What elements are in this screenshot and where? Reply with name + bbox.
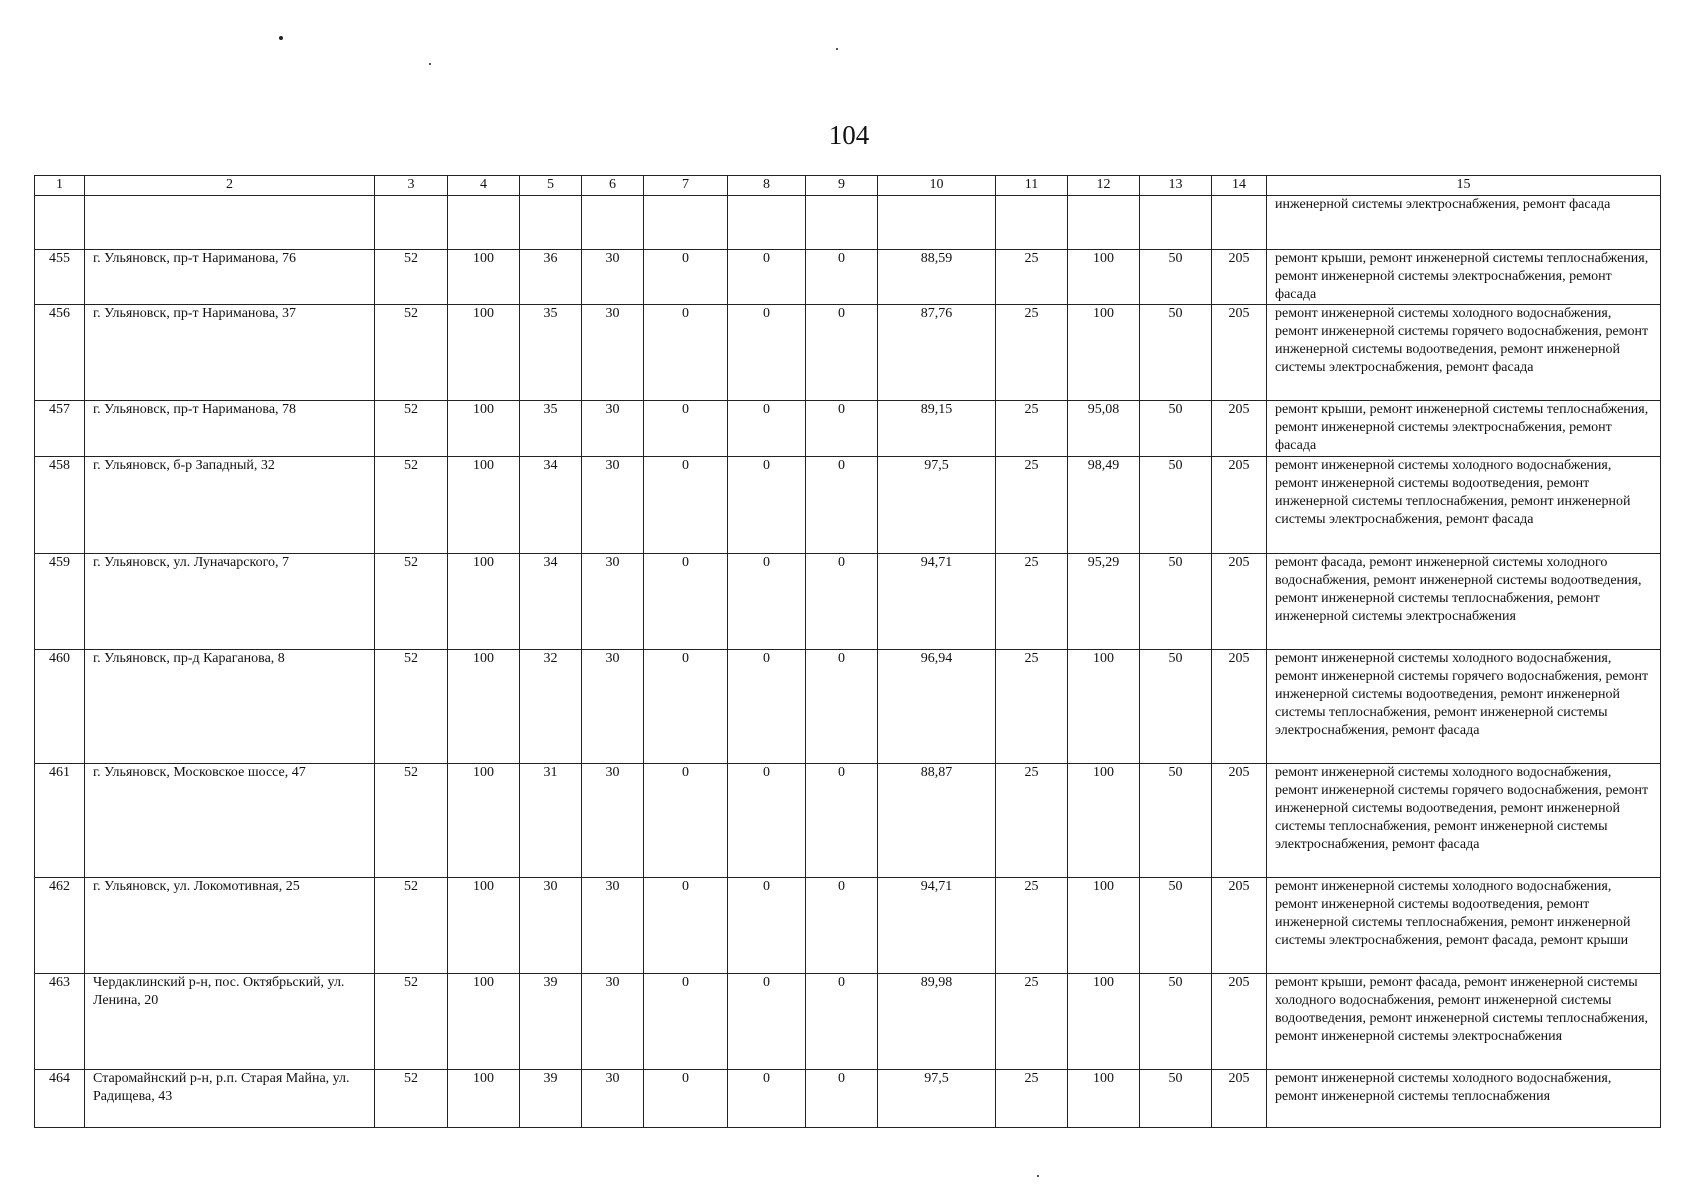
table-cell: 35 [520,305,582,401]
table-cell: 205 [1212,250,1267,305]
table-cell: 52 [375,878,448,974]
table-cell: 97,5 [878,1070,996,1128]
table-cell: 0 [728,554,806,650]
table-cell: 0 [806,457,878,554]
table-cell: 0 [644,457,728,554]
table-cell: 30 [582,1070,644,1128]
table-cell: 0 [728,1070,806,1128]
table-cell: 96,94 [878,650,996,764]
column-number-row [35,176,1661,196]
table-cell: 30 [582,401,644,457]
column-header: 5 [520,176,582,196]
scan-speck [279,36,283,40]
table-cell: 97,5 [878,457,996,554]
address-cell: Чердаклинский р-н, пос. Октябрьский, ул. Ленина, 20 [85,974,375,1070]
works-cell: инженерной системы электроснабжения, ремонт фасада [1267,196,1661,250]
table-cell: 25 [996,554,1068,650]
table-cell: 89,98 [878,974,996,1070]
address-cell: г. Ульяновск, б-р Западный, 32 [85,457,375,554]
table-cell: 0 [644,974,728,1070]
row-number: 463 [35,974,85,1070]
table-cell: 25 [996,974,1068,1070]
address-cell: г. Ульяновск, ул. Луначарского, 7 [85,554,375,650]
table-cell: 100 [1068,764,1140,878]
works-cell: ремонт инженерной системы холодного водоснабжения, ремонт инженерной системы горячего водоснабжения, ремонт инженерной системы водоотведения, ремонт инженерной системы теплоснабжения, ремонт инженерной системы электроснабжения, ремонт фасада [1267,764,1661,878]
table-cell: 0 [806,974,878,1070]
table-cell: 30 [582,650,644,764]
table-cell [996,196,1068,250]
table-row [35,1070,1661,1128]
table-cell: 0 [806,250,878,305]
table-cell: 205 [1212,764,1267,878]
table-cell [806,196,878,250]
table-cell: 0 [644,250,728,305]
table-cell: 50 [1140,1070,1212,1128]
table-cell: 0 [644,764,728,878]
works-cell: ремонт инженерной системы холодного водоснабжения, ремонт инженерной системы водоотведения, ремонт инженерной системы теплоснабжения, ремонт инженерной системы электроснабжения, ремонт фасада, ремонт крыши [1267,878,1661,974]
table-cell: 0 [728,650,806,764]
table-row [35,878,1661,974]
table-row [35,650,1661,764]
repair-registry-table [34,175,1661,1128]
table-cell: 100 [448,878,520,974]
table-cell: 0 [728,764,806,878]
table-cell: 100 [448,554,520,650]
table-cell: 52 [375,554,448,650]
address-cell: г. Ульяновск, пр-т Нариманова, 78 [85,401,375,457]
table-cell: 205 [1212,401,1267,457]
table-cell: 25 [996,650,1068,764]
table-body [35,196,1661,1128]
column-header: 1 [35,176,85,196]
column-header: 8 [728,176,806,196]
table-cell: 100 [1068,305,1140,401]
column-header: 4 [448,176,520,196]
continuation-row [35,196,1661,250]
address-cell: г. Ульяновск, ул. Локомотивная, 25 [85,878,375,974]
column-header: 2 [85,176,375,196]
table-cell: 205 [1212,305,1267,401]
table-cell: 50 [1140,401,1212,457]
table-cell: 25 [996,250,1068,305]
table-cell [582,196,644,250]
table-cell: 100 [448,764,520,878]
table-cell: 205 [1212,650,1267,764]
column-header: 7 [644,176,728,196]
works-cell: ремонт крыши, ремонт инженерной системы теплоснабжения, ремонт инженерной системы электроснабжения, ремонт фасада [1267,401,1661,457]
works-cell: ремонт инженерной системы холодного водоснабжения, ремонт инженерной системы горячего водоснабжения, ремонт инженерной системы водоотведения, ремонт инженерной системы теплоснабжения, ремонт инженерной системы электроснабжения, ремонт фасада [1267,650,1661,764]
table-cell: 100 [448,305,520,401]
table-cell: 30 [582,878,644,974]
table-cell: 39 [520,974,582,1070]
table-row [35,250,1661,305]
table-cell: 88,87 [878,764,996,878]
table-cell: 52 [375,250,448,305]
table-cell [878,196,996,250]
table-cell [448,196,520,250]
table-row [35,974,1661,1070]
table-cell: 0 [806,764,878,878]
table-cell: 100 [1068,1070,1140,1128]
works-cell: ремонт крыши, ремонт инженерной системы теплоснабжения, ремонт инженерной системы электроснабжения, ремонт фасада [1267,250,1661,305]
row-number: 462 [35,878,85,974]
scan-speck [429,63,431,65]
table-cell: 36 [520,250,582,305]
table-cell: 100 [1068,974,1140,1070]
table-cell: 25 [996,457,1068,554]
table-cell: 95,08 [1068,401,1140,457]
table-cell: 25 [996,401,1068,457]
table-cell: 100 [1068,650,1140,764]
table-cell: 0 [806,650,878,764]
table-cell: 205 [1212,1070,1267,1128]
table-cell: 87,76 [878,305,996,401]
works-cell: ремонт инженерной системы холодного водоснабжения, ремонт инженерной системы горячего водоснабжения, ремонт инженерной системы водоотведения, ремонт инженерной системы электроснабжения, ремонт фасада [1267,305,1661,401]
table-cell [644,196,728,250]
table-cell: 30 [582,305,644,401]
table-cell: 30 [582,250,644,305]
table-cell: 100 [448,650,520,764]
table-cell: 0 [728,305,806,401]
table-cell: 52 [375,1070,448,1128]
table-cell: 31 [520,764,582,878]
table-cell: 100 [1068,250,1140,305]
table-cell: 0 [806,554,878,650]
table-cell: 50 [1140,457,1212,554]
row-number: 464 [35,1070,85,1128]
row-number: 455 [35,250,85,305]
table-cell: 50 [1140,650,1212,764]
row-number: 456 [35,305,85,401]
table-cell: 25 [996,878,1068,974]
table-cell: 30 [520,878,582,974]
table-cell: 100 [1068,878,1140,974]
column-header: 6 [582,176,644,196]
table-cell: 52 [375,650,448,764]
table-cell: 100 [448,457,520,554]
table-cell: 0 [644,650,728,764]
table-cell: 50 [1140,250,1212,305]
table-cell: 35 [520,401,582,457]
table-cell: 95,29 [1068,554,1140,650]
column-header: 11 [996,176,1068,196]
table-cell: 0 [806,878,878,974]
table-row [35,764,1661,878]
address-cell: г. Ульяновск, пр-т Нариманова, 76 [85,250,375,305]
address-cell: г. Ульяновск, пр-д Караганова, 8 [85,650,375,764]
table-cell: 50 [1140,305,1212,401]
table-cell: 205 [1212,878,1267,974]
column-header: 15 [1267,176,1661,196]
works-cell: ремонт инженерной системы холодного водоснабжения, ремонт инженерной системы теплоснабжения [1267,1070,1661,1128]
row-number: 457 [35,401,85,457]
table-cell: 88,59 [878,250,996,305]
works-cell: ремонт инженерной системы холодного водоснабжения, ремонт инженерной системы водоотведения, ремонт инженерной системы теплоснабжения, ремонт инженерной системы электроснабжения, ремонт фасада [1267,457,1661,554]
address-cell: г. Ульяновск, Московское шоссе, 47 [85,764,375,878]
table-cell: 205 [1212,457,1267,554]
table-cell: 25 [996,305,1068,401]
table-cell: 25 [996,1070,1068,1128]
scan-speck [836,48,838,50]
table-row [35,401,1661,457]
table-row [35,457,1661,554]
row-number: 458 [35,457,85,554]
table-cell: 0 [728,401,806,457]
table-cell: 0 [728,250,806,305]
table-cell: 52 [375,457,448,554]
table-cell: 89,15 [878,401,996,457]
table-cell: 30 [582,764,644,878]
table-cell [728,196,806,250]
table-cell: 0 [644,401,728,457]
table-cell: 50 [1140,554,1212,650]
table-cell: 52 [375,305,448,401]
address-cell: Старомайнский р-н, р.п. Старая Майна, ул. Радищева, 43 [85,1070,375,1128]
table-cell [520,196,582,250]
table-cell: 0 [728,457,806,554]
table-cell: 0 [806,305,878,401]
column-header: 13 [1140,176,1212,196]
table-cell: 0 [644,878,728,974]
table-cell: 30 [582,974,644,1070]
works-cell: ремонт крыши, ремонт фасада, ремонт инженерной системы холодного водоснабжения, ремонт инженерной системы водоотведения, ремонт инженерной системы теплоснабжения, ремонт инженерной системы электроснабжения [1267,974,1661,1070]
table-cell: 50 [1140,974,1212,1070]
table-cell: 100 [448,250,520,305]
table-row [35,305,1661,401]
table-cell: 0 [644,1070,728,1128]
row-number: 461 [35,764,85,878]
table-cell: 0 [644,554,728,650]
table-cell: 0 [806,1070,878,1128]
column-header: 10 [878,176,996,196]
table-cell: 30 [582,457,644,554]
table-cell: 0 [728,974,806,1070]
table-cell: 52 [375,764,448,878]
table-cell [1140,196,1212,250]
table-cell: 100 [448,1070,520,1128]
table-cell: 30 [582,554,644,650]
table-cell [1068,196,1140,250]
table-cell: 52 [375,974,448,1070]
table-cell [375,196,448,250]
table-row [35,554,1661,650]
table-header [35,176,1661,196]
table-cell: 100 [448,401,520,457]
table-cell: 32 [520,650,582,764]
page-number: 104 [828,120,870,150]
table-cell: 34 [520,554,582,650]
row-number: 460 [35,650,85,764]
table-cell: 0 [644,305,728,401]
table-cell: 94,71 [878,878,996,974]
table-cell: 50 [1140,764,1212,878]
table-cell: 98,49 [1068,457,1140,554]
table-cell: 25 [996,764,1068,878]
table-cell [35,196,85,250]
table-cell [85,196,375,250]
table-cell: 100 [448,974,520,1070]
column-header: 3 [375,176,448,196]
scan-speck [1037,1175,1039,1177]
table-cell: 205 [1212,974,1267,1070]
table-cell: 0 [806,401,878,457]
column-header: 14 [1212,176,1267,196]
table-cell: 52 [375,401,448,457]
column-header: 9 [806,176,878,196]
table-cell: 50 [1140,878,1212,974]
column-header: 12 [1068,176,1140,196]
table-cell: 205 [1212,554,1267,650]
table-cell: 39 [520,1070,582,1128]
table-cell: 0 [728,878,806,974]
table-cell: 34 [520,457,582,554]
row-number: 459 [35,554,85,650]
table-cell: 94,71 [878,554,996,650]
table-cell [1212,196,1267,250]
works-cell: ремонт фасада, ремонт инженерной системы холодного водоснабжения, ремонт инженерной системы водоотведения, ремонт инженерной системы теплоснабжения, ремонт инженерной системы электроснабжения [1267,554,1661,650]
address-cell: г. Ульяновск, пр-т Нариманова, 37 [85,305,375,401]
